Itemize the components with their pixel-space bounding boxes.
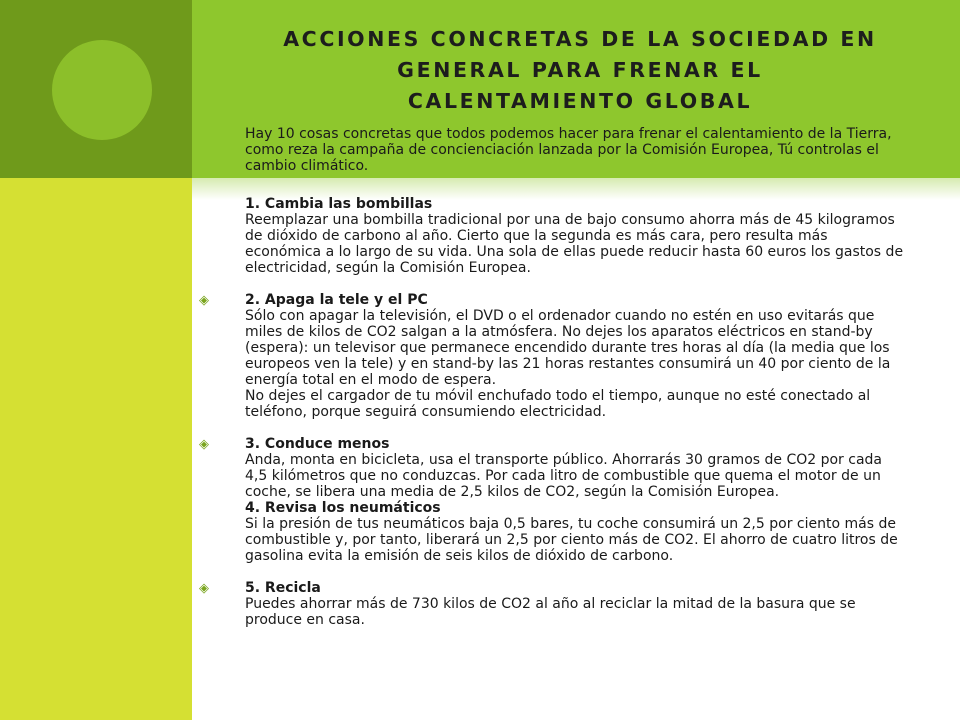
list-item — [196, 436, 956, 564]
item-line: produce en casa. — [245, 612, 365, 628]
item-line: (espera): un televisor que permanece encendido durante tres horas al día (la media que los — [245, 340, 890, 356]
item-line: Si la presión de tus neumáticos baja 0,5 bares, tu coche consumirá un 2,5 por ciento más de — [245, 516, 896, 532]
title-line: ACCIONES CONCRETAS DE LA SOCIEDAD EN — [283, 27, 877, 51]
item-line: combustible y, por tanto, liberará un 2,5 por ciento más de CO2. El ahorro de cuatro litros de — [245, 532, 898, 548]
intro-line: como reza la campaña de concienciación lanzada por la Comisión Europea, Tú controlas el — [245, 142, 879, 158]
item-line: No dejes el cargador de tu móvil enchufado todo el tiempo, aunque no esté conectado al — [245, 388, 871, 404]
item-line: teléfono, porque seguirá consumiendo electricidad. — [245, 404, 607, 420]
decorative-circle — [52, 40, 152, 140]
item-line: económica a lo largo de su vida. Una sola de ellas puede reducir hasta 60 euros los gastos de — [245, 244, 904, 260]
item-line: coche, se libera una media de 2,5 kilos de CO2, según la Comisión Europea. — [245, 484, 780, 500]
circle-bullet-icon: ◈ — [199, 581, 209, 596]
item-line: 4,5 kilómetros que no conduzcas. Por cada litro de combustible que quema el motor de un — [245, 468, 881, 484]
item-line: Reemplazar una bombilla tradicional por una de bajo consumo ahorra más de 45 kilogramos — [245, 212, 895, 228]
list-item — [196, 196, 956, 276]
item-line: Anda, monta en bicicleta, usa el transporte público. Ahorrarás 30 gramos de CO2 por cada — [245, 452, 882, 468]
item-line: miles de kilos de CO2 salgan a la atmósfera. No dejes los aparatos eléctricos en stand-by — [245, 324, 873, 340]
title-line: CALENTAMIENTO GLOBAL — [407, 89, 753, 113]
slide-title — [210, 24, 950, 117]
item-heading: 5. Recicla — [245, 580, 321, 596]
title-line: GENERAL PARA FRENAR EL — [397, 58, 763, 82]
circle-bullet-icon: ◈ — [199, 293, 209, 308]
item-line: gasolina evita la emisión de seis kilos de dióxido de carbono. — [245, 548, 674, 564]
intro-line: cambio climático. — [245, 158, 369, 174]
list-item — [196, 292, 956, 420]
circle-bullet-icon: ◈ — [199, 437, 209, 452]
item-heading: 3. Conduce menos — [245, 436, 390, 452]
item-sub-heading: 4. Revisa los neumáticos — [245, 500, 441, 516]
action-list — [196, 196, 956, 644]
item-line: europeos ven la tele) y en stand-by las 21 horas restantes consumirá un 40 por ciento de la — [245, 356, 891, 372]
item-heading: 2. Apaga la tele y el PC — [245, 292, 428, 308]
list-item — [196, 580, 956, 628]
item-line: energía total en el modo de espera. — [245, 372, 497, 388]
intro-paragraph — [245, 126, 950, 174]
item-line: Sólo con apagar la televisión, el DVD o el ordenador cuando no estén en uso evitarás que — [245, 308, 875, 324]
item-line: Puedes ahorrar más de 730 kilos de CO2 al año al reciclar la mitad de la basura que se — [245, 596, 856, 612]
item-line: electricidad, según la Comisión Europea. — [245, 260, 531, 276]
item-line: de dióxido de carbono al año. Cierto que la segunda es más cara, pero resulta más — [245, 228, 828, 244]
item-heading: 1. Cambia las bombillas — [245, 196, 433, 212]
intro-line: Hay 10 cosas concretas que todos podemos hacer para frenar el calentamiento de la Tierra, — [245, 126, 892, 142]
